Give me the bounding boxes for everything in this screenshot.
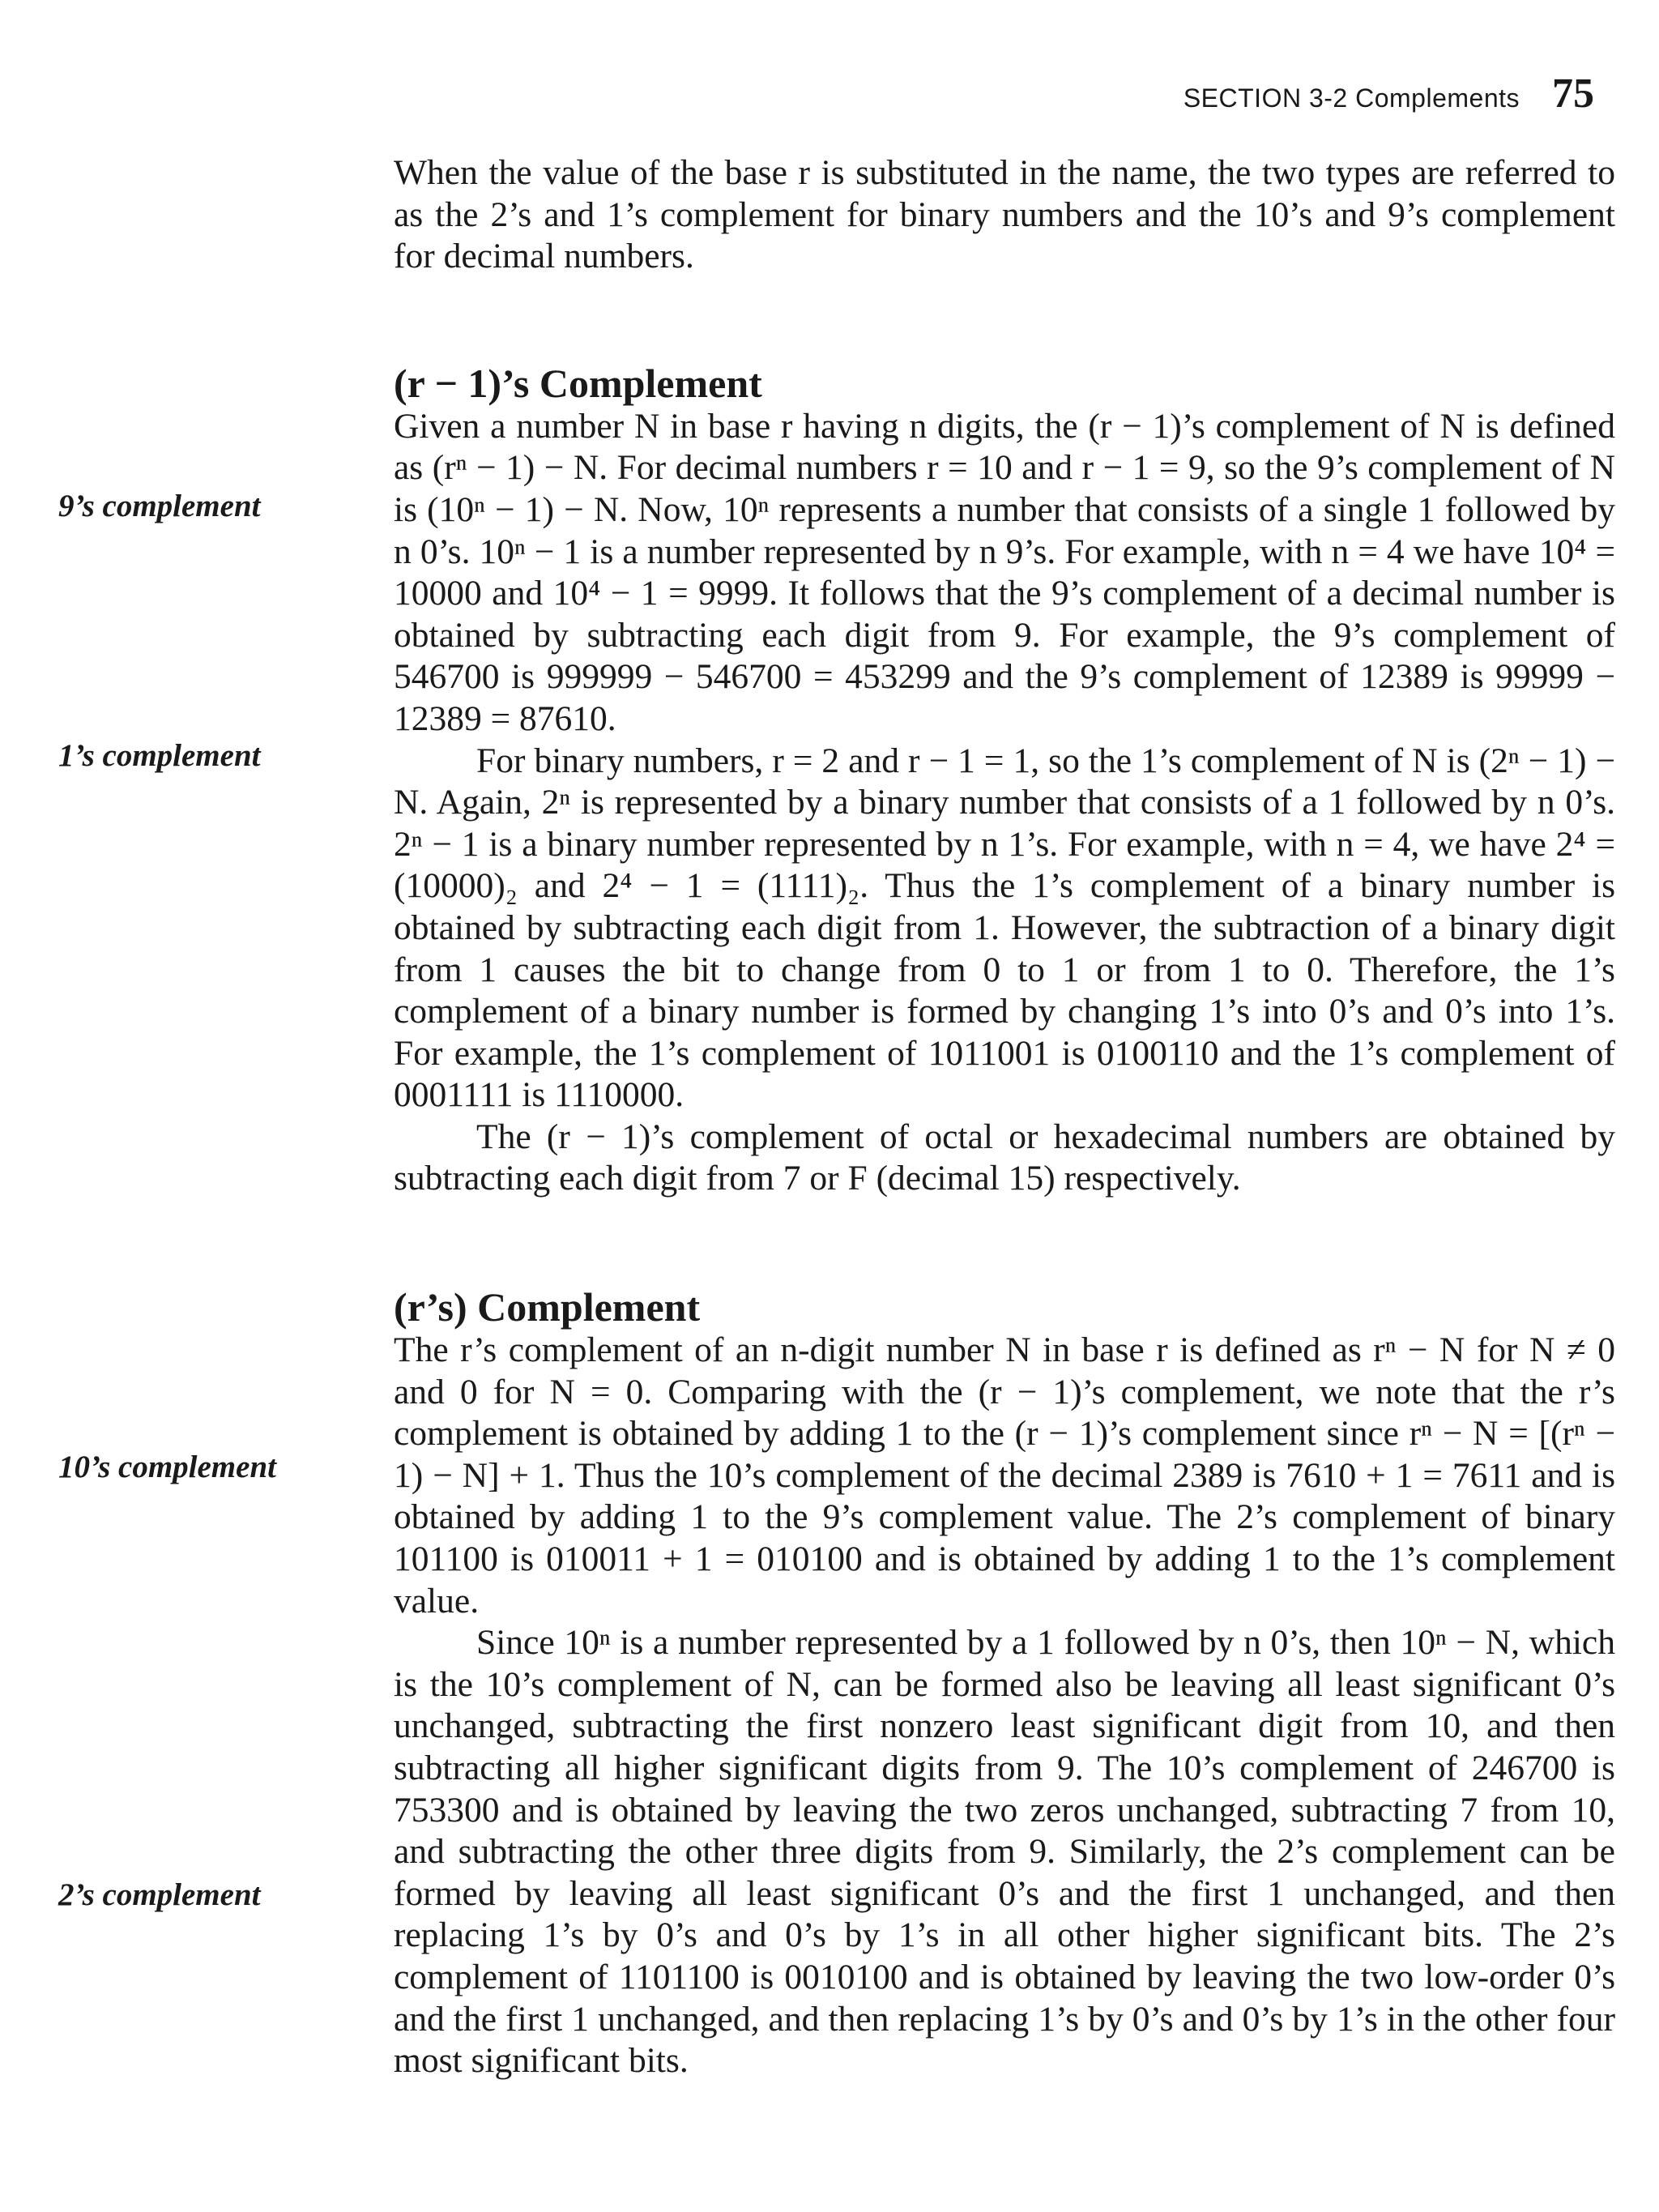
margin-note-twos-complement: 2’s complement (58, 1877, 261, 1912)
section-heading-r-minus-1: (r − 1)’s Complement (394, 360, 762, 406)
page-number: 75 (1552, 70, 1594, 117)
section-title: SECTION 3-2 Complements (1183, 83, 1520, 113)
paragraph-octal-hex: The (r − 1)’s complement of octal or hexadecimal numbers are obtained by subtracting each digit from 7 or F (decimal 15) respectively. (394, 1117, 1615, 1198)
margin-note-tens-complement: 10’s complement (58, 1450, 276, 1484)
paragraph-nines-complement: Given a number N in base r having n digits, the (r − 1)’s complement of N is defined as (rⁿ − 1) − N. For decimal numbers r = 10 and r − 1 = 9, so the 9’s complement of N is (10ⁿ − 1) − N. Now, 10ⁿ represents a number that consists of a single 1 followed by n 0’s. 10ⁿ − 1 is a number represented by n 9’s. For example, with n = 4 we have 10⁴ = 10000 and 10⁴ − 1 = 9999. It follows that the 9’s complement of a decimal number is obtained by subtracting each digit from 9. For example, the 9’s complement of 546700 is 999999 − 546700 = 453299 and the 9’s complement of 12389 is 99999 − 12389 = 87610. (394, 406, 1615, 738)
main-text-column (394, 152, 1615, 2082)
margin-note-nines-complement: 9’s complement (58, 489, 261, 523)
intro-paragraph: When the value of the base r is substituted in the name, the two types are referred to as the 2’s and 1’s complement for binary numbers and the 10’s and 9’s complement for decimal numbers. (394, 153, 1615, 276)
paragraph-ones-complement: For binary numbers, r = 2 and r − 1 = 1, so the 1’s complement of N is (2ⁿ − 1) − N. Again, 2ⁿ is represented by a binary number that consists of a 1 followed by n 0’s. 2ⁿ − 1 is a binary number represented by n 1’s. For example, with n = 4, we have 2⁴ = (10000)₂ and 2⁴ − 1 = (1111)₂. Thus the 1’s complement of a binary number is obtained by subtracting each digit from 1. However, the subtraction of a binary digit from 1 causes the bit to change from 0 to 1 or from 1 to 0. Therefore, the 1’s complement of a binary number is formed by changing 1’s into 0’s and 0’s into 1’s. For example, the 1’s complement of 1011001 is 0100110 and the 1’s complement of 0001111 is 1110000. (394, 741, 1615, 1115)
section-heading-r: (r’s) Complement (394, 1284, 701, 1330)
margin-note-ones-complement: 1’s complement (58, 738, 261, 773)
paragraph-tens-twos-shortcut: Since 10ⁿ is a number represented by a 1 followed by n 0’s, then 10ⁿ − N, which is the 10’s complement of N, can be formed also be leaving all least significant 0’s unchanged, subtracting the first nonzero least significant digit from 10, and then subtracting all higher significant digits from 9. The 10’s complement of 246700 is 753300 and is obtained by leaving the two zeros unchanged, subtracting 7 from 10, and subtracting the other three digits from 9. Similarly, the 2’s complement can be formed by leaving all least significant 0’s and the first 1 unchanged, and then replacing 1’s by 0’s and 0’s by 1’s in all other higher significant bits. The 2’s complement of 1101100 is 0010100 and is obtained by leaving the two low-order 0’s and the first 1 unchanged, and then replacing 1’s by 0’s and 0’s by 1’s in the other four most significant bits. (394, 1623, 1615, 2081)
paragraph-r-complement: The r’s complement of an n-digit number N in base r is defined as rⁿ − N for N ≠ 0 and 0 for N = 0. Comparing with the (r − 1)’s complement, we note that the r’s complement is obtained by adding 1 to the (r − 1)’s complement since rⁿ − N = [(rⁿ − 1) − N] + 1. Thus the 10’s complement of the decimal 2389 is 7610 + 1 = 7611 and is obtained by adding 1 to the 9’s complement value. The 2’s complement of binary 101100 is 010011 + 1 = 010100 and is obtained by adding 1 to the 1’s complement value. (394, 1330, 1615, 1621)
running-header (1183, 70, 1594, 117)
